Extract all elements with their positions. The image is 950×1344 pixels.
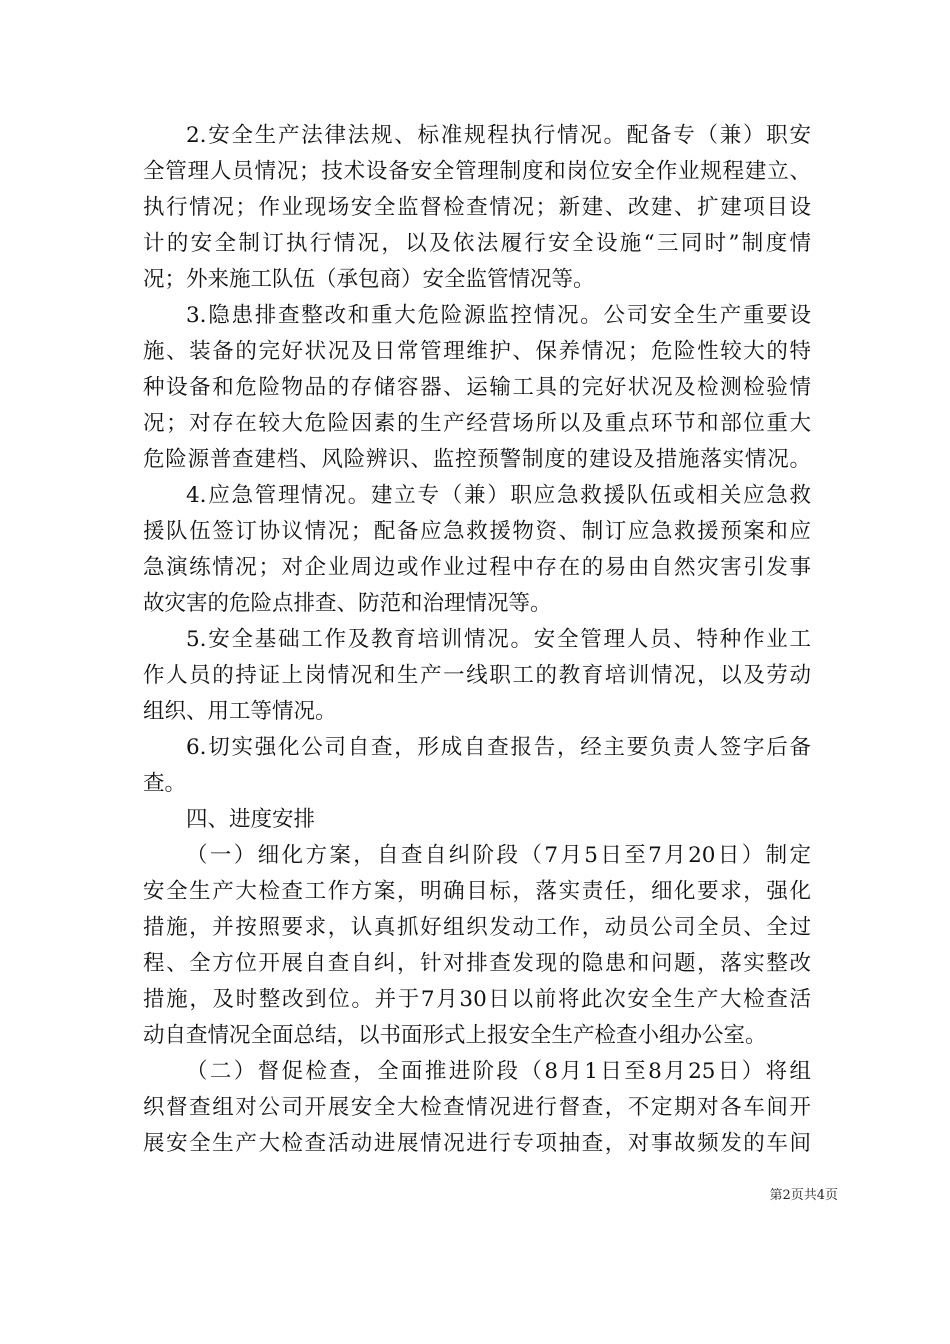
paragraph-item-4: [143, 478, 811, 622]
text-line: 施、装备的完好状况及日常管理维护、保养情况；危险性较大的特: [143, 339, 811, 364]
paragraph-stage-1: [143, 838, 811, 1054]
paragraph-item-6: [143, 730, 811, 802]
section-heading: [143, 802, 811, 838]
text-line: 况；对存在较大危险因素的生产经营场所以及重点环节和部位重大: [143, 411, 811, 436]
text-line: 措施，及时整改到位。并于7月30日以前将此次安全生产大检查活: [143, 987, 811, 1012]
text-line: 全管理人员情况；技术设备安全管理制度和岗位安全作业规程建立、: [143, 159, 811, 184]
text-line: 执行情况；作业现场安全监督检查情况；新建、改建、扩建项目设: [143, 195, 811, 220]
text-line: 织督查组对公司开展安全大检查情况进行督查，不定期对各车间开: [143, 1095, 811, 1120]
paragraph-stage-2: [143, 1054, 811, 1162]
text-line: 计的安全制订执行情况，以及依法履行安全设施“三同时”制度情: [143, 231, 811, 256]
heading-line: 四、进度安排: [186, 807, 316, 832]
text-line: 组织、用工等情况。: [143, 699, 337, 724]
text-line: 安全生产大检查工作方案，明确目标，落实责任，细化要求，强化: [143, 879, 811, 904]
text-line: 危险源普查建档、风险辨识、监控预警制度的建设及措施落实情况。: [143, 447, 811, 472]
text-line: 2.安全生产法律法规、标准规程执行情况。配备专（兼）职安: [186, 123, 811, 148]
text-line: 故灾害的危险点排查、防范和治理情况等。: [143, 591, 552, 616]
text-line: 措施，并按照要求，认真抓好组织发动工作，动员公司全员、全过: [143, 915, 811, 940]
text-line: 展安全生产大检查活动进展情况进行专项抽查，对事故频发的车间: [143, 1131, 811, 1156]
text-line: 急演练情况；对企业周边或作业过程中存在的易由自然灾害引发事: [143, 555, 811, 580]
paragraph-item-3: [143, 298, 811, 478]
document-body: [143, 118, 811, 1162]
text-line: （一）细化方案，自查自纠阶段（7月5日至7月20日）制定: [186, 843, 811, 868]
text-line: 6.切实强化公司自查，形成自查报告，经主要负责人签字后备: [186, 735, 811, 760]
text-line: 3.隐患排查整改和重大危险源监控情况。公司安全生产重要设: [186, 303, 811, 328]
text-line: 况；外来施工队伍（承包商）安全监管情况等。: [143, 267, 595, 292]
text-line: 查。: [143, 771, 187, 796]
text-line: 5.安全基础工作及教育培训情况。安全管理人员、特种作业工: [186, 627, 811, 652]
text-line: 援队伍签订协议情况；配备应急救援物资、制订应急救援预案和应: [143, 519, 811, 544]
text-line: 程、全方位开展自查自纠，针对排查发现的隐患和问题，落实整改: [143, 951, 811, 976]
text-line: 作人员的持证上岗情况和生产一线职工的教育培训情况，以及劳动: [143, 663, 811, 688]
paragraph-item-5: [143, 622, 811, 730]
text-line: （二）督促检查，全面推进阶段（8月1日至8月25日）将组: [186, 1059, 811, 1084]
paragraph-item-2: [143, 118, 811, 298]
page-number-footer: 第2页共4页: [769, 1188, 838, 1203]
text-line: 4.应急管理情况。建立专（兼）职应急救援队伍或相关应急救: [186, 483, 811, 508]
text-line: 动自查情况全面总结，以书面形式上报安全生产检查小组办公室。: [143, 1023, 767, 1048]
text-line: 种设备和危险物品的存储容器、运输工具的完好状况及检测检验情: [143, 375, 811, 400]
